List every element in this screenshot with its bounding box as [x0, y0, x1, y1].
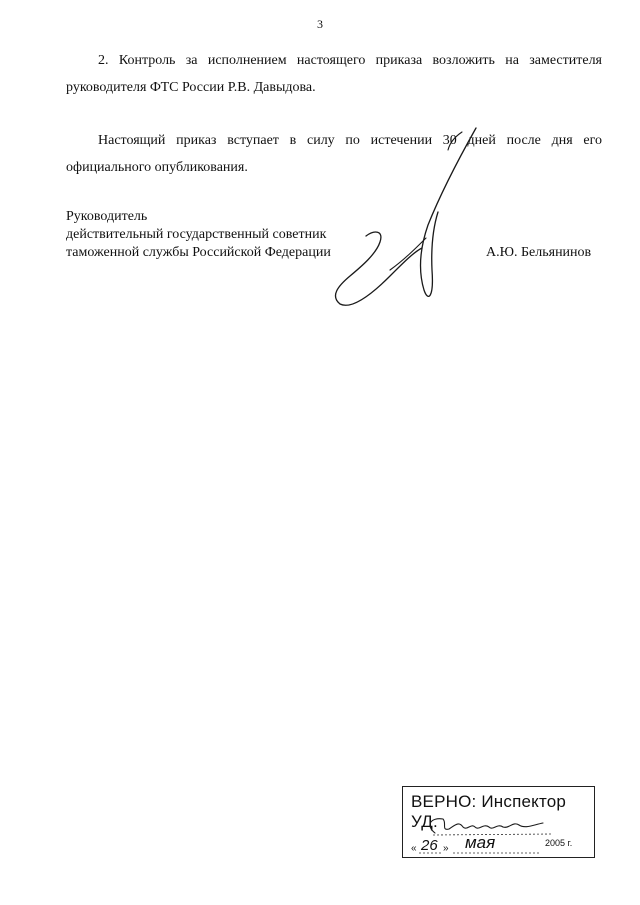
stamp-date-open-quote: « [411, 843, 417, 854]
signatory-service: таможенной службы Российской Федерации [66, 245, 331, 260]
signatory-title-block [66, 208, 331, 262]
stamp-date-month: мая [465, 833, 496, 852]
handwritten-signature [300, 120, 500, 320]
paragraph-control-text: 2. Контроль за исполнением настоящего приказа возложить на заместителя руководителя ФТС России Р.В. Давыдова. [66, 53, 602, 95]
signatory-rank: действительный государственный советник [66, 227, 327, 242]
signatory-position: Руководитель [66, 209, 148, 224]
certification-stamp [402, 786, 595, 858]
signatory-name: А.Ю. Бельянинов [486, 245, 592, 260]
paragraph-control [66, 47, 602, 101]
page-number: 3 [317, 17, 323, 31]
stamp-title: ВЕРНО: Инспектор УД. [411, 792, 567, 831]
stamp-handwriting [403, 787, 596, 859]
stamp-date-day: 26 [421, 837, 438, 854]
paragraph-effective-date-text: Настоящий приказ вступает в силу по истечении 30 дней после дня его официального опубликования. [66, 133, 602, 175]
stamp-date-close-quote: » [443, 843, 449, 854]
stamp-year: 2005 г. [545, 838, 573, 848]
